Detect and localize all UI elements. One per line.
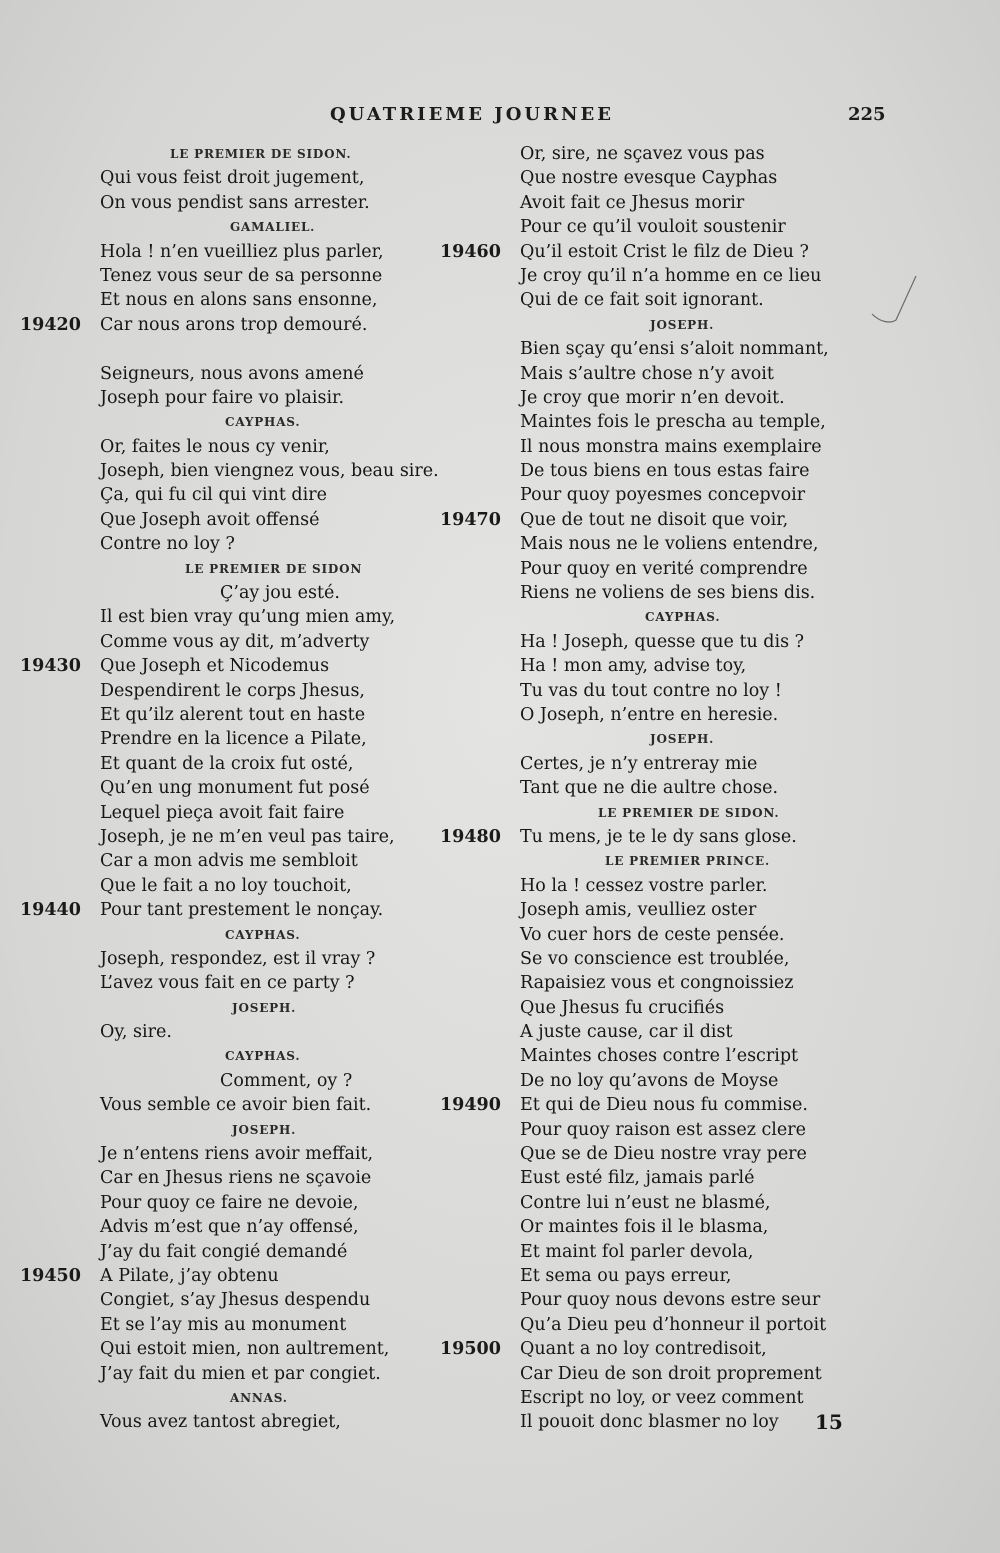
verse-line [20,435,420,459]
verse-line [20,313,420,337]
verse-line [20,1215,420,1239]
verse-line [20,971,420,995]
verse-line [20,288,420,312]
verse-line [440,630,840,654]
verse-line [20,825,420,849]
verse-text: Car nous arons trop demouré. [100,314,368,335]
verse-line [20,1142,420,1166]
speaker-heading [20,557,420,581]
verse-text: Hola ! n’en vueilliez plus parler, [100,241,384,262]
verse-line [20,581,420,605]
verse-text: Que se de Dieu nostre vray pere [520,1144,807,1165]
verse-line [440,1093,840,1117]
verse-line [20,264,420,288]
speaker-name: JOSEPH. [650,732,715,747]
line-number: 19460 [440,241,501,262]
line-number: 19490 [440,1095,501,1116]
verse-line [440,264,840,288]
verse-text: Pour quoy nous devons estre seur [520,1290,821,1311]
speaker-heading [440,849,840,873]
verse-text: Eust esté filz, jamais parlé [520,1168,755,1189]
verse-line [440,1410,840,1434]
verse-text: Que Joseph et Nicodemus [100,656,330,677]
verse-line [20,654,420,678]
verse-text: Se vo conscience est troublée, [520,948,790,969]
verse-text: Maintes choses contre l’escript [520,1046,799,1067]
speaker-heading [20,996,420,1020]
line-number: 19500 [440,1339,501,1360]
verse-text: Vo cuer hors de ceste pensée. [520,924,785,945]
verse-line [440,581,840,605]
verse-text: Vous avez tantost abregiet, [100,1412,341,1433]
speaker-heading [440,727,840,751]
verse-line [20,1337,420,1361]
line-number: 19480 [440,826,501,847]
pencil-mark [870,270,920,330]
verse-line [20,337,420,386]
verse-text: De no loy qu’avons de Moyse [520,1070,779,1091]
verse-text: Et nous en alons sans ensonne, [100,290,378,311]
verse-line [440,288,840,312]
verse-text: Je n’entens riens avoir meffait, [100,1144,374,1165]
verse-line [20,947,420,971]
verse-text: Advis m’est que n’ay offensé, [100,1217,359,1238]
verse-text: Joseph, bien viengnez vous, beau sire. [100,461,439,482]
line-number: 19450 [20,1265,81,1286]
verse-text: Comme vous ay dit, m’adverty [100,631,370,652]
speaker-name: GAMALIEL. [230,220,316,235]
line-number: 19440 [20,900,81,921]
verse-text: Et quant de la croix fut osté, [100,753,354,774]
verse-text: Joseph, je ne m’en veul pas taire, [100,826,395,847]
verse-text: Avoit fait ce Jhesus morir [520,192,745,213]
verse-line [20,1410,420,1434]
speaker-name: JOSEPH. [232,1000,297,1015]
speaker-name: LE PREMIER DE SIDON. [598,805,780,820]
verse-text: Pour quoy ce faire ne devoie, [100,1192,359,1213]
verse-line [440,898,840,922]
speaker-heading [440,801,840,825]
left-column [20,142,439,1435]
verse-text: On vous pendist sans arrester. [100,192,370,213]
verse-line [440,1337,840,1361]
verse-text: Et qu’ilz alerent tout en haste [100,705,366,725]
verse-text: Qui de ce fait soit ignorant. [520,290,764,311]
line-number: 19430 [20,656,81,677]
speaker-heading [440,313,840,337]
verse-line [440,1191,840,1215]
speaker-name: LE PREMIER PRINCE. [605,854,770,869]
verse-line [440,142,840,166]
speaker-name: CAYPHAS. [645,610,721,625]
speaker-heading [20,215,420,239]
verse-text: Ç’ay jou esté. [220,583,340,604]
verse-line [440,1313,840,1337]
verse-text: J’ay du fait congié demandé [100,1241,348,1262]
verse-text: Certes, je n’y entreray mie [520,753,758,774]
verse-line [20,605,420,629]
verse-line [440,1362,840,1386]
verse-text: Ho la ! cessez vostre parler. [520,875,768,896]
verse-text: Comment, oy ? [220,1070,353,1091]
verse-line [440,1118,840,1142]
verse-line [20,508,420,532]
verse-text: Car en Jhesus riens ne sçavoie [100,1168,372,1189]
verse-line [20,703,420,727]
verse-line [20,459,439,483]
verse-line [20,1264,420,1288]
verse-text: Maintes fois le prescha au temple, [520,412,826,433]
verse-text: Et se l’ay mis au monument [100,1314,347,1335]
verse-line [440,215,840,239]
verse-line [20,532,420,556]
verse-text: Ça, qui fu cil qui vint dire [100,485,327,506]
line-number: 19470 [440,509,501,530]
verse-text: Qui vous feist droit jugement, [100,168,365,189]
verse-line [20,849,420,873]
speaker-heading [440,605,840,629]
verse-text: Qu’en ung monument fut posé [100,778,370,799]
verse-text: Je croy qu’il n’a homme en ce lieu [520,265,822,286]
speaker-name: ANNAS. [230,1390,288,1405]
verse-text: Escript no loy, or veez comment [520,1387,804,1408]
verse-text: Il pouoit donc blasmer no loy [520,1412,779,1433]
signature-mark: 15 [815,1410,843,1434]
verse-text: Mais nous ne le voliens entendre, [520,534,819,555]
speaker-name: LE PREMIER DE SIDON. [170,147,352,161]
verse-text: Or, sire, ne sçavez vous pas [520,144,765,164]
verse-line [440,776,840,800]
verse-text: Riens ne voliens de ses biens dis. [520,583,816,604]
speaker-name: JOSEPH. [650,317,715,332]
verse-text: Car Dieu de son droit proprement [520,1363,822,1384]
verse-line [440,923,840,947]
speaker-name: CAYPHAS. [225,1049,301,1064]
speaker-name: CAYPHAS. [225,415,301,430]
verse-line [20,1288,420,1312]
verse-line [20,483,420,507]
verse-line [20,1020,420,1044]
verse-line [20,1313,420,1337]
verse-text: J’ay fait du mien et par congiet. [100,1363,381,1384]
verse-text: Bien sçay qu’ensi s’aloit nommant, [520,339,829,360]
speaker-name: JOSEPH. [232,1122,297,1137]
verse-line [440,1386,840,1410]
verse-text: Et qui de Dieu nous fu commise. [520,1095,808,1116]
verse-line [440,1044,840,1068]
verse-text: Joseph pour faire vo plaisir. [100,387,345,408]
verse-text: Tu vas du tout contre no loy ! [520,680,782,701]
verse-line [440,362,840,386]
verse-line [440,557,840,581]
verse-text: Il est bien vray qu’ung mien amy, [100,607,396,628]
verse-text: Vous semble ce avoir bien fait. [100,1095,372,1116]
verse-text: Congiet, s’ay Jhesus despendu [100,1290,371,1311]
verse-line [20,801,420,825]
verse-text: Tant que ne die aultre chose. [520,778,779,799]
verse-text: Or, faites le nous cy venir, [100,436,330,457]
verse-text: Quant a no loy contredisoit, [520,1339,767,1360]
verse-text: Car a mon advis me sembloit [100,851,358,872]
verse-line [440,1166,840,1190]
verse-line [440,654,840,678]
verse-text: Qu’il estoit Crist le filz de Dieu ? [520,241,809,262]
verse-text: Ha ! Joseph, quesse que tu dis ? [520,631,805,652]
verse-line [440,874,840,898]
right-column [440,142,840,1435]
verse-text: Rapaisiez vous et congnoissiez [520,973,794,994]
verse-text: Mais s’aultre chose n’y avoit [520,363,774,384]
verse-text: Joseph, respondez, est il vray ? [100,948,376,969]
verse-line [440,337,840,361]
verse-line [440,971,840,995]
verse-line [440,532,840,556]
verse-line [440,191,840,215]
verse-text: Contre lui n’eust ne blasmé, [520,1192,771,1213]
verse-line [20,191,420,215]
verse-line [20,1240,420,1264]
verse-line [440,752,840,776]
verse-line [440,508,840,532]
speaker-name: LE PREMIER DE SIDON [185,561,363,576]
verse-line [440,459,840,483]
verse-text: Et sema ou pays erreur, [520,1265,732,1286]
verse-text: De tous biens en tous estas faire [520,461,810,482]
verse-line [440,1020,840,1044]
verse-text: Qu’a Dieu peu d’honneur il portoit [520,1314,827,1335]
verse-text: L’avez vous fait en ce party ? [100,973,355,994]
verse-line [440,1215,840,1239]
running-title: QUATRIEME JOURNEE [330,104,614,125]
verse-line [20,630,420,654]
verse-text: Tu mens, je te le dy sans glose. [520,826,797,847]
verse-text: Pour tant prestement le nonçay. [100,900,384,921]
verse-text: Que de tout ne disoit que voir, [520,509,789,530]
verse-text: A Pilate, j’ay obtenu [100,1265,279,1286]
verse-line [440,1264,840,1288]
verse-text: A juste cause, car il dist [520,1022,733,1043]
verse-text: Il nous monstra mains exemplaire [520,436,822,457]
verse-text: Lequel pieça avoit fait faire [100,802,345,823]
verse-line [20,1093,420,1117]
speaker-heading [20,1386,420,1410]
verse-line [20,727,420,751]
speaker-heading [20,142,420,166]
verse-text: Contre no loy ? [100,534,235,555]
verse-line [440,410,840,434]
verse-line [440,996,840,1020]
line-number: 19420 [20,314,81,335]
verse-line [440,703,840,727]
speaker-heading [20,410,420,434]
verse-line [20,752,420,776]
verse-text: Ha ! mon amy, advise toy, [520,656,747,677]
verse-text: Qui estoit mien, non aultrement, [100,1339,390,1360]
speaker-heading [20,1044,420,1068]
verse-line [440,947,840,971]
verse-line [20,874,420,898]
verse-line [20,898,420,922]
verse-line [20,776,420,800]
speaker-heading [20,923,420,947]
speaker-name: CAYPHAS. [225,927,301,942]
verse-line [20,1362,420,1386]
verse-text: Pour ce qu’il vouloit soustenir [520,217,786,238]
verse-text: Oy, sire. [100,1022,172,1043]
verse-text: Que le fait a no loy touchoit, [100,875,352,896]
verse-text: Que nostre evesque Cayphas [520,168,778,189]
verse-text: Seigneurs, nous avons amené [100,363,364,384]
verse-line [440,483,840,507]
verse-text: Et maint fol parler devola, [520,1241,754,1262]
verse-text: Tenez vous seur de sa personne [100,265,383,286]
verse-line [440,1288,840,1312]
verse-text: Que Jhesus fu crucifiés [520,997,725,1018]
verse-line [440,1240,840,1264]
verse-text: Joseph amis, veulliez oster [520,900,757,921]
verse-text: Pour quoy raison est assez clere [520,1119,806,1140]
verse-line [20,166,420,190]
verse-text: Prendre en la licence a Pilate, [100,729,367,750]
verse-line [20,679,420,703]
verse-text: Je croy que morir n’en devoit. [520,387,785,408]
verse-line [20,1166,420,1190]
verse-line [440,435,840,459]
verse-line [440,1142,840,1166]
verse-line [440,825,840,849]
verse-text: Que Joseph avoit offensé [100,509,320,530]
verse-line [440,386,840,410]
verse-line [20,386,420,410]
verse-text: Pour quoy en verité comprendre [520,558,808,579]
verse-text: Or maintes fois il le blasma, [520,1217,769,1238]
verse-text: Despendirent le corps Jhesus, [100,680,365,701]
verse-line [20,1191,420,1215]
verse-text: O Joseph, n’entre en heresie. [520,704,779,725]
verse-line [440,679,840,703]
verse-line [20,240,420,264]
verse-text: Pour quoy poyesmes concepvoir [520,485,806,506]
speaker-heading [20,1118,420,1142]
verse-line [440,240,840,264]
verse-line [440,1069,840,1093]
verse-line [440,166,840,190]
page-number: 225 [848,104,886,125]
verse-line [20,1069,420,1093]
